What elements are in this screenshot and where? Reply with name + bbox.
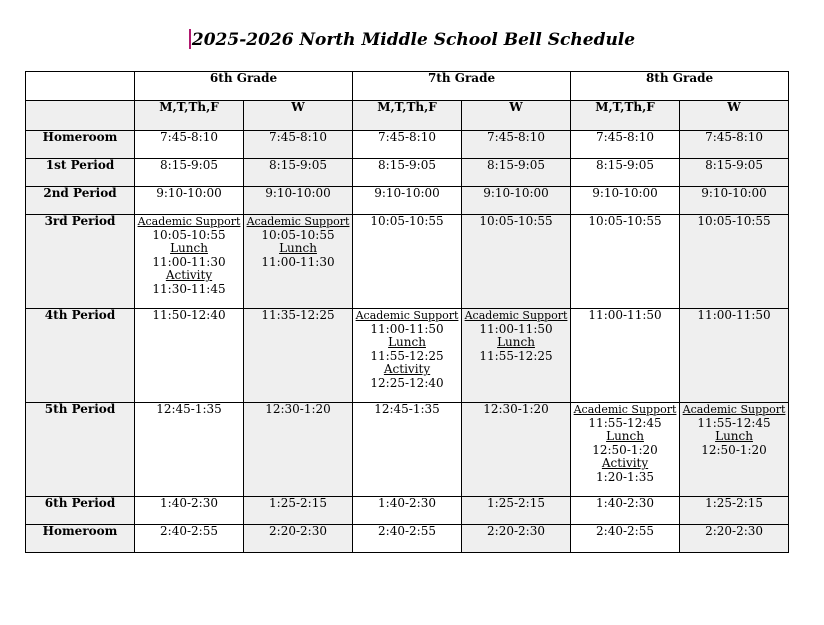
row-label: 6th Period <box>26 497 135 525</box>
table-row <box>26 187 789 215</box>
lunch-time: 12:50-1:20 <box>592 442 658 457</box>
table-row <box>26 497 789 525</box>
time-cell: 9:10-10:00 <box>353 187 462 215</box>
time-cell: 10:05-10:55 <box>680 215 789 309</box>
time-cell: 7:45-8:10 <box>571 131 680 159</box>
table-row <box>26 525 789 553</box>
support-time: 10:05-10:55 <box>152 227 226 242</box>
time-cell: 12:30-1:20 <box>244 403 353 497</box>
table-row <box>26 131 789 159</box>
row-label: 1st Period <box>26 159 135 187</box>
time-cell: 2:40-2:55 <box>135 525 244 553</box>
days-header-row <box>26 101 789 131</box>
split-cell <box>571 403 680 497</box>
lunch-label: Lunch <box>497 335 535 349</box>
lunch-time: 11:55-12:25 <box>479 348 553 363</box>
time-cell: 9:10-10:00 <box>680 187 789 215</box>
lunch-time: 12:50-1:20 <box>701 442 767 457</box>
time-cell: 2:40-2:55 <box>571 525 680 553</box>
time-cell: 11:00-11:50 <box>680 309 789 403</box>
support-label: Academic Support <box>464 309 568 322</box>
time-cell: 12:30-1:20 <box>462 403 571 497</box>
time-cell: 1:40-2:30 <box>571 497 680 525</box>
bell-schedule-table <box>25 71 789 553</box>
time-cell: 2:40-2:55 <box>353 525 462 553</box>
activity-time: 11:30-11:45 <box>152 281 226 296</box>
title-text: 2025-2026 North Middle School Bell Schedule <box>191 30 636 50</box>
grade-7-header: 7th Grade <box>353 72 571 101</box>
support-time: 11:55-12:45 <box>697 415 771 430</box>
day-header: M,T,Th,F <box>353 101 462 131</box>
split-cell <box>680 403 789 497</box>
time-cell: 1:40-2:30 <box>135 497 244 525</box>
document-title <box>0 29 824 50</box>
time-cell: 8:15-9:05 <box>135 159 244 187</box>
day-header: M,T,Th,F <box>571 101 680 131</box>
time-cell: 8:15-9:05 <box>462 159 571 187</box>
lunch-label: Lunch <box>715 429 753 443</box>
time-cell: 8:15-9:05 <box>571 159 680 187</box>
activity-time: 12:25-12:40 <box>370 375 444 390</box>
split-cell <box>462 309 571 403</box>
lunch-time: 11:55-12:25 <box>370 348 444 363</box>
activity-label: Activity <box>383 362 431 376</box>
split-cell <box>244 215 353 309</box>
split-cell <box>353 309 462 403</box>
time-cell: 7:45-8:10 <box>244 131 353 159</box>
time-cell: 10:05-10:55 <box>571 215 680 309</box>
lunch-label: Lunch <box>388 335 426 349</box>
lunch-label: Lunch <box>279 241 317 255</box>
grade-6-header: 6th Grade <box>135 72 353 101</box>
support-label: Academic Support <box>573 403 677 416</box>
time-cell: 1:40-2:30 <box>353 497 462 525</box>
table-row <box>26 309 789 403</box>
row-label: 5th Period <box>26 403 135 497</box>
time-cell: 8:15-9:05 <box>353 159 462 187</box>
corner-cell-2 <box>26 101 135 131</box>
lunch-time: 11:00-11:30 <box>261 254 335 269</box>
time-cell: 2:20-2:30 <box>462 525 571 553</box>
time-cell: 9:10-10:00 <box>135 187 244 215</box>
day-header: W <box>680 101 789 131</box>
lunch-time: 11:00-11:30 <box>152 254 226 269</box>
time-cell: 12:45-1:35 <box>353 403 462 497</box>
time-cell: 10:05-10:55 <box>462 215 571 309</box>
time-cell: 2:20-2:30 <box>244 525 353 553</box>
day-header: W <box>462 101 571 131</box>
time-cell: 9:10-10:00 <box>462 187 571 215</box>
time-cell: 9:10-10:00 <box>571 187 680 215</box>
corner-cell <box>26 72 135 101</box>
row-label: Homeroom <box>26 131 135 159</box>
time-cell: 2:20-2:30 <box>680 525 789 553</box>
support-label: Academic Support <box>682 403 786 416</box>
table-row <box>26 403 789 497</box>
day-header: M,T,Th,F <box>135 101 244 131</box>
row-label: 3rd Period <box>26 215 135 309</box>
time-cell: 10:05-10:55 <box>353 215 462 309</box>
support-label: Academic Support <box>137 215 241 228</box>
time-cell: 7:45-8:10 <box>680 131 789 159</box>
grade-8-header: 8th Grade <box>571 72 789 101</box>
activity-time: 1:20-1:35 <box>596 469 654 484</box>
time-cell: 11:35-12:25 <box>244 309 353 403</box>
lunch-label: Lunch <box>170 241 208 255</box>
row-label: Homeroom <box>26 525 135 553</box>
support-time: 11:00-11:50 <box>479 321 553 336</box>
time-cell: 11:00-11:50 <box>571 309 680 403</box>
activity-label: Activity <box>601 456 649 470</box>
activity-label: Activity <box>165 268 213 282</box>
time-cell: 8:15-9:05 <box>680 159 789 187</box>
table-row <box>26 159 789 187</box>
table-row <box>26 215 789 309</box>
support-time: 10:05-10:55 <box>261 227 335 242</box>
text-cursor <box>189 29 191 49</box>
row-label: 2nd Period <box>26 187 135 215</box>
time-cell: 7:45-8:10 <box>353 131 462 159</box>
time-cell: 7:45-8:10 <box>462 131 571 159</box>
time-cell: 1:25-2:15 <box>244 497 353 525</box>
day-header: W <box>244 101 353 131</box>
time-cell: 11:50-12:40 <box>135 309 244 403</box>
grade-header-row <box>26 72 789 101</box>
time-cell: 1:25-2:15 <box>680 497 789 525</box>
time-cell: 9:10-10:00 <box>244 187 353 215</box>
support-label: Academic Support <box>355 309 459 322</box>
split-cell <box>135 215 244 309</box>
support-label: Academic Support <box>246 215 350 228</box>
time-cell: 7:45-8:10 <box>135 131 244 159</box>
lunch-label: Lunch <box>606 429 644 443</box>
time-cell: 8:15-9:05 <box>244 159 353 187</box>
support-time: 11:55-12:45 <box>588 415 662 430</box>
time-cell: 12:45-1:35 <box>135 403 244 497</box>
time-cell: 1:25-2:15 <box>462 497 571 525</box>
row-label: 4th Period <box>26 309 135 403</box>
support-time: 11:00-11:50 <box>370 321 444 336</box>
